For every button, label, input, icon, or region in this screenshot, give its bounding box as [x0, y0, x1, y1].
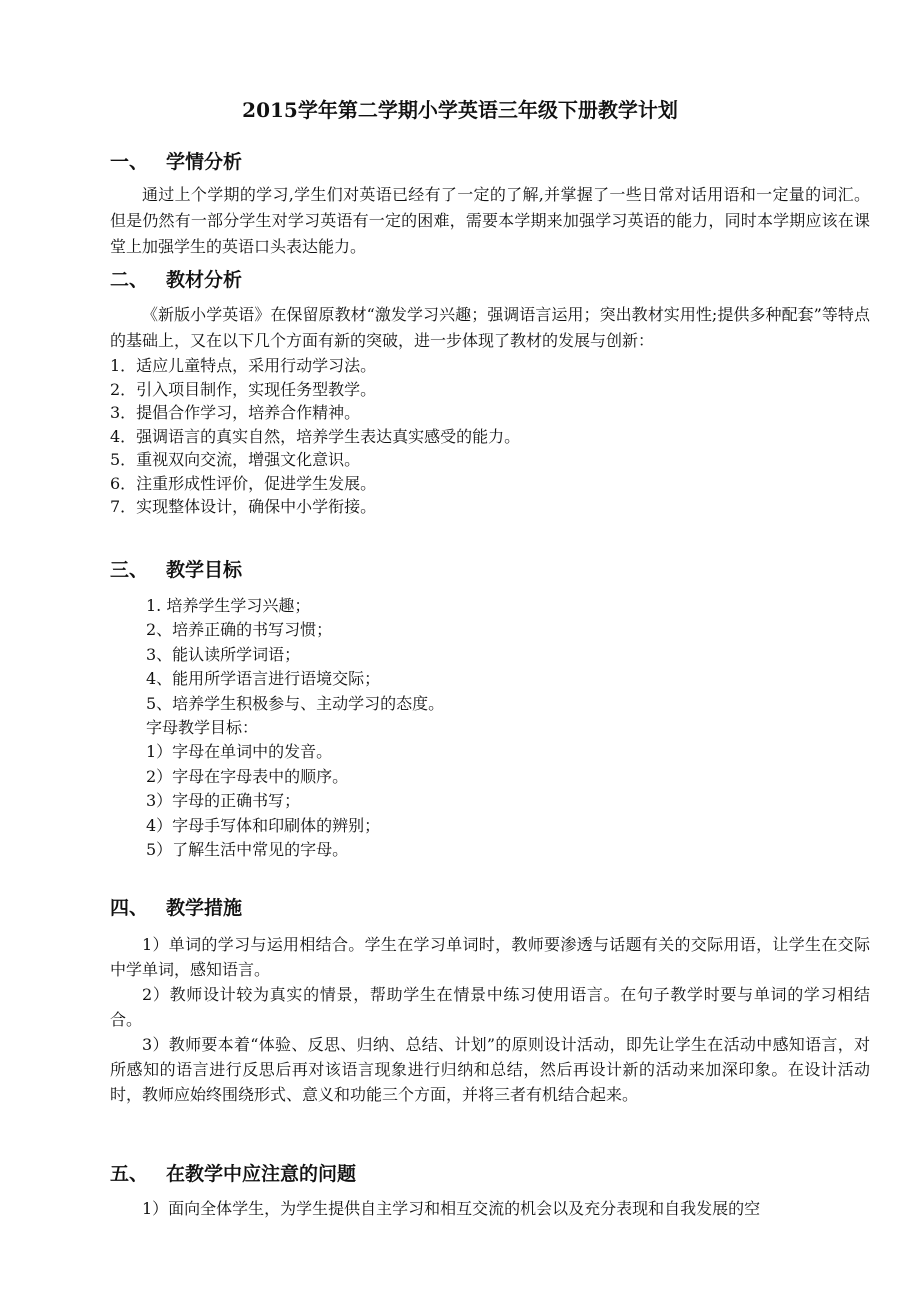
list-item: 字母教学目标：: [146, 718, 259, 738]
section-number: 四、: [110, 897, 149, 919]
section-teaching-measures-body: [110, 932, 870, 1107]
document-title: 2015学年第二学期小学英语三年级下册教学计划: [242, 98, 678, 122]
list-item: 4）字母手写体和印刷体的辨别；: [146, 815, 381, 835]
section-heading: [110, 556, 870, 584]
section-textbook-analysis-body: [110, 302, 870, 519]
paragraph: 2）教师设计较为真实的情景，帮助学生在情景中练习使用语言。在句子教学时要与单词的学习相结合。: [110, 985, 870, 1029]
section-student-analysis: [110, 148, 870, 176]
list-item: 2）字母在字母表中的顺序。: [146, 766, 349, 786]
section-number: 二、: [110, 269, 149, 291]
section-heading-text: 教学措施: [166, 897, 243, 919]
section-student-analysis-body: [110, 182, 870, 260]
section-heading: [110, 148, 870, 176]
paragraph: 1）单词的学习与运用相结合。学生在学习单词时，教师要渗透与话题有关的交际用语，让学生在交际中学单词，感知语言。: [110, 935, 870, 979]
list-item: 5）了解生活中常见的字母。: [146, 840, 349, 860]
section-teaching-goals: [110, 556, 870, 584]
section-heading: [110, 266, 870, 294]
list-item: 3．提倡合作学习，培养合作精神。: [110, 403, 361, 422]
section-heading-text: 在教学中应注意的问题: [166, 1163, 357, 1185]
section-number: 一、: [110, 151, 149, 173]
section-number: 三、: [110, 559, 149, 581]
list-item: 7．实现整体设计，确保中小学衔接。: [110, 497, 377, 516]
section-teaching-notes: [110, 1160, 870, 1188]
list-item: 3）字母的正确书写；: [146, 791, 301, 811]
section-heading-text: 教学目标: [166, 559, 243, 581]
list-item: 4．强调语言的真实自然，培养学生表达真实感受的能力。: [110, 426, 521, 446]
list-item: 6．注重形成性评价，促进学生发展。: [110, 473, 377, 493]
section-number: 五、: [110, 1163, 149, 1185]
paragraph: 1）面向全体学生，为学生提供自主学习和相互交流的机会以及充分表现和自我发展的空: [142, 1199, 761, 1218]
section-heading: [110, 1160, 870, 1188]
section-heading-text: 教材分析: [166, 269, 243, 291]
section-teaching-goals-body: [110, 594, 906, 862]
list-item: 2．引入项目制作，实现任务型教学。: [110, 379, 377, 399]
list-item: 5．重视双向交流，增强文化意识。: [110, 450, 361, 469]
list-item: 3、能认读所学词语；: [146, 644, 301, 664]
section-teaching-notes-body: [110, 1196, 870, 1222]
list-item: 4、能用所学语言进行语境交际；: [146, 669, 381, 689]
section-heading-text: 学情分析: [166, 151, 243, 173]
list-item: 5、培养学生积极参与、主动学习的态度。: [146, 693, 445, 713]
paragraph: 通过上个学期的学习,学生们对英语已经有了一定的了解,并掌握了一些日常对话用语和一定量的词汇。但是仍然有一部分学生对学习英语有一定的困难，需要本学期来加强学习英语的能力，同时本学期应该在课堂上加强学生的英语口头表达能力。: [110, 185, 870, 256]
list-item: 2、培养正确的书写习惯；: [146, 620, 333, 640]
section-heading: [110, 894, 870, 922]
list-item: 1. 培养学生学习兴趣；: [146, 596, 311, 615]
paragraph: 《新版小学英语》在保留原教材“激发学习兴趣；强调语言运用；突出教材实用性;提供多种配套”等特点的基础上，又在以下几个方面有新的突破，进一步体现了教材的发展与创新：: [110, 305, 870, 350]
paragraph: 3）教师要本着“体验、反思、归纳、总结、计划”的原则设计活动，即先让学生在活动中感知语言，对所感知的语言进行反思后再对该语言现象进行归纳和总结，然后再设计新的活动来加深印象。在设计活动时，教师应始终围绕形式、意义和功能三个方面，并将三者有机结合起来。: [110, 1035, 870, 1104]
list-item: 1）字母在单词中的发音。: [146, 742, 333, 762]
section-teaching-measures: [110, 894, 870, 922]
list-item: 1．适应儿童特点，采用行动学习法。: [110, 356, 377, 375]
section-textbook-analysis: [110, 266, 870, 294]
